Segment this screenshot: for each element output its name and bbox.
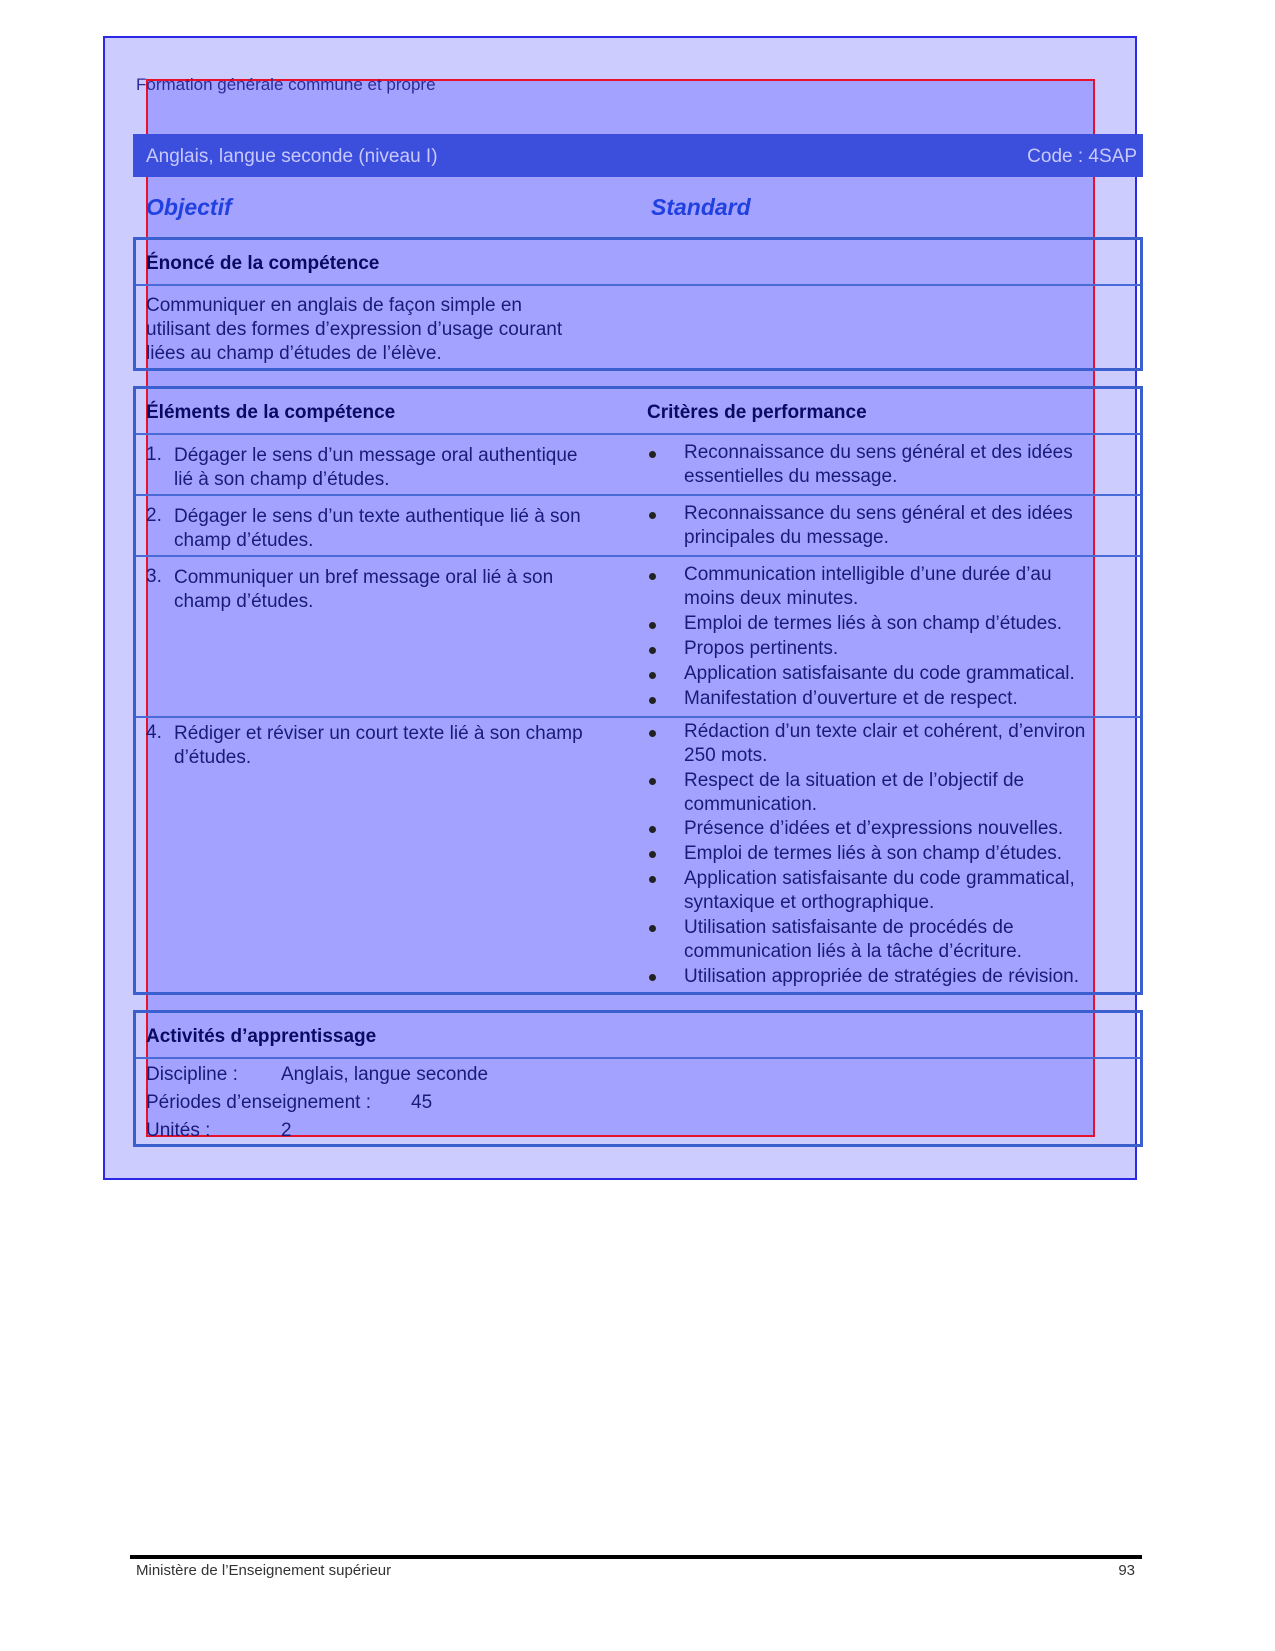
- bullet: [649, 826, 656, 833]
- criterion-line: syntaxique et orthographique.: [684, 892, 935, 913]
- page-number: 93: [1118, 1562, 1135, 1579]
- divider: [136, 433, 1140, 435]
- activites-panel: [133, 1010, 1143, 1147]
- enonce-line: Communiquer en anglais de façon simple en: [146, 295, 522, 316]
- unites-value: 2: [281, 1120, 292, 1141]
- criterion-line: Respect de la situation et de l’objectif de: [684, 770, 1025, 791]
- criterion-line: Propos pertinents.: [684, 638, 839, 659]
- discipline-label: Discipline :: [146, 1064, 238, 1085]
- criterion-line: Rédaction d’un texte clair et cohérent, d’environ: [684, 721, 1086, 742]
- enonce-line: utilisant des formes d’expression d’usage courant: [146, 319, 563, 340]
- criterion-line: Emploi de termes liés à son champ d’études.: [684, 613, 1063, 634]
- bullet: [649, 925, 656, 932]
- element-line: lié à son champ d’études.: [174, 469, 390, 490]
- course-code: Code : 4SAP: [1027, 146, 1137, 167]
- elements-panel: [133, 386, 1143, 995]
- bullet: [649, 622, 656, 629]
- element-line: Rédiger et réviser un court texte lié à son champ: [174, 723, 583, 744]
- bullet: [649, 876, 656, 883]
- bullet: [649, 697, 656, 704]
- divider: [136, 1057, 1140, 1059]
- element-line: Dégager le sens d’un texte authentique lié à son: [174, 506, 581, 527]
- divider: [136, 555, 1140, 557]
- course-title: Anglais, langue seconde (niveau I): [146, 146, 438, 167]
- bullet: [649, 730, 656, 737]
- criterion-line: 250 mots.: [684, 745, 768, 766]
- element-line: d’études.: [174, 747, 252, 768]
- bullet: [649, 672, 656, 679]
- enonce-panel: [133, 237, 1143, 371]
- unites-label: Unités :: [146, 1120, 211, 1141]
- element-number: 3.: [146, 566, 162, 587]
- periodes-value: 45: [411, 1092, 433, 1113]
- element-number: 4.: [146, 722, 162, 743]
- divider: [136, 284, 1140, 286]
- criterion-line: Reconnaissance du sens général et des idées: [684, 442, 1073, 463]
- criterion-line: communication liés à la tâche d’écriture.: [684, 941, 1022, 962]
- criterion-line: Utilisation satisfaisante de procédés de: [684, 917, 1014, 938]
- criterion-line: Présence d’idées et d’expressions nouvelles.: [684, 818, 1064, 839]
- element-line: Dégager le sens d’un message oral authentique: [174, 445, 578, 466]
- activites-title: Activités d’apprentissage: [146, 1026, 377, 1047]
- bullet: [649, 974, 656, 981]
- criterion-line: principales du message.: [684, 527, 889, 548]
- bullet: [649, 647, 656, 654]
- footer-ministry: Ministère de l’Enseignement supérieur: [136, 1562, 392, 1579]
- criterion-line: Manifestation d’ouverture et de respect.: [684, 688, 1018, 709]
- periodes-label: Périodes d’enseignement :: [146, 1092, 371, 1113]
- bullet: [649, 851, 656, 858]
- criterion-line: moins deux minutes.: [684, 588, 859, 609]
- criterion-line: Utilisation appropriée de stratégies de révision.: [684, 966, 1079, 987]
- criterion-line: Reconnaissance du sens général et des idées: [684, 503, 1073, 524]
- elements-title: Éléments de la compétence: [146, 402, 396, 423]
- criterion-line: Emploi de termes liés à son champ d’études.: [684, 843, 1063, 864]
- element-line: champ d’études.: [174, 591, 314, 612]
- criteria-title: Critères de performance: [647, 402, 867, 423]
- element-number: 2.: [146, 505, 162, 526]
- element-number: 1.: [146, 444, 162, 465]
- bullet: [649, 778, 656, 785]
- heading-objectif: Objectif: [146, 194, 232, 220]
- heading-standard: Standard: [651, 194, 751, 220]
- criterion-line: Application satisfaisante du code grammatical,: [684, 868, 1075, 889]
- divider: [136, 494, 1140, 496]
- bullet: [649, 573, 656, 580]
- element-line: champ d’études.: [174, 530, 314, 551]
- criterion-line: Application satisfaisante du code grammatical.: [684, 663, 1075, 684]
- criterion-line: Communication intelligible d’une durée d’au: [684, 564, 1052, 585]
- discipline-value: Anglais, langue seconde: [281, 1064, 489, 1085]
- enonce-line: liées au champ d’études de l’élève.: [146, 343, 442, 364]
- criterion-line: essentielles du message.: [684, 466, 898, 487]
- criterion-line: communication.: [684, 794, 818, 815]
- enonce-title: Énoncé de la compétence: [146, 253, 380, 274]
- bullet: [649, 451, 656, 458]
- program-line: Formation générale commune et propre: [136, 75, 436, 94]
- footer-rule: [130, 1555, 1142, 1559]
- divider: [136, 716, 1140, 718]
- bullet: [649, 512, 656, 519]
- element-line: Communiquer un bref message oral lié à son: [174, 567, 554, 588]
